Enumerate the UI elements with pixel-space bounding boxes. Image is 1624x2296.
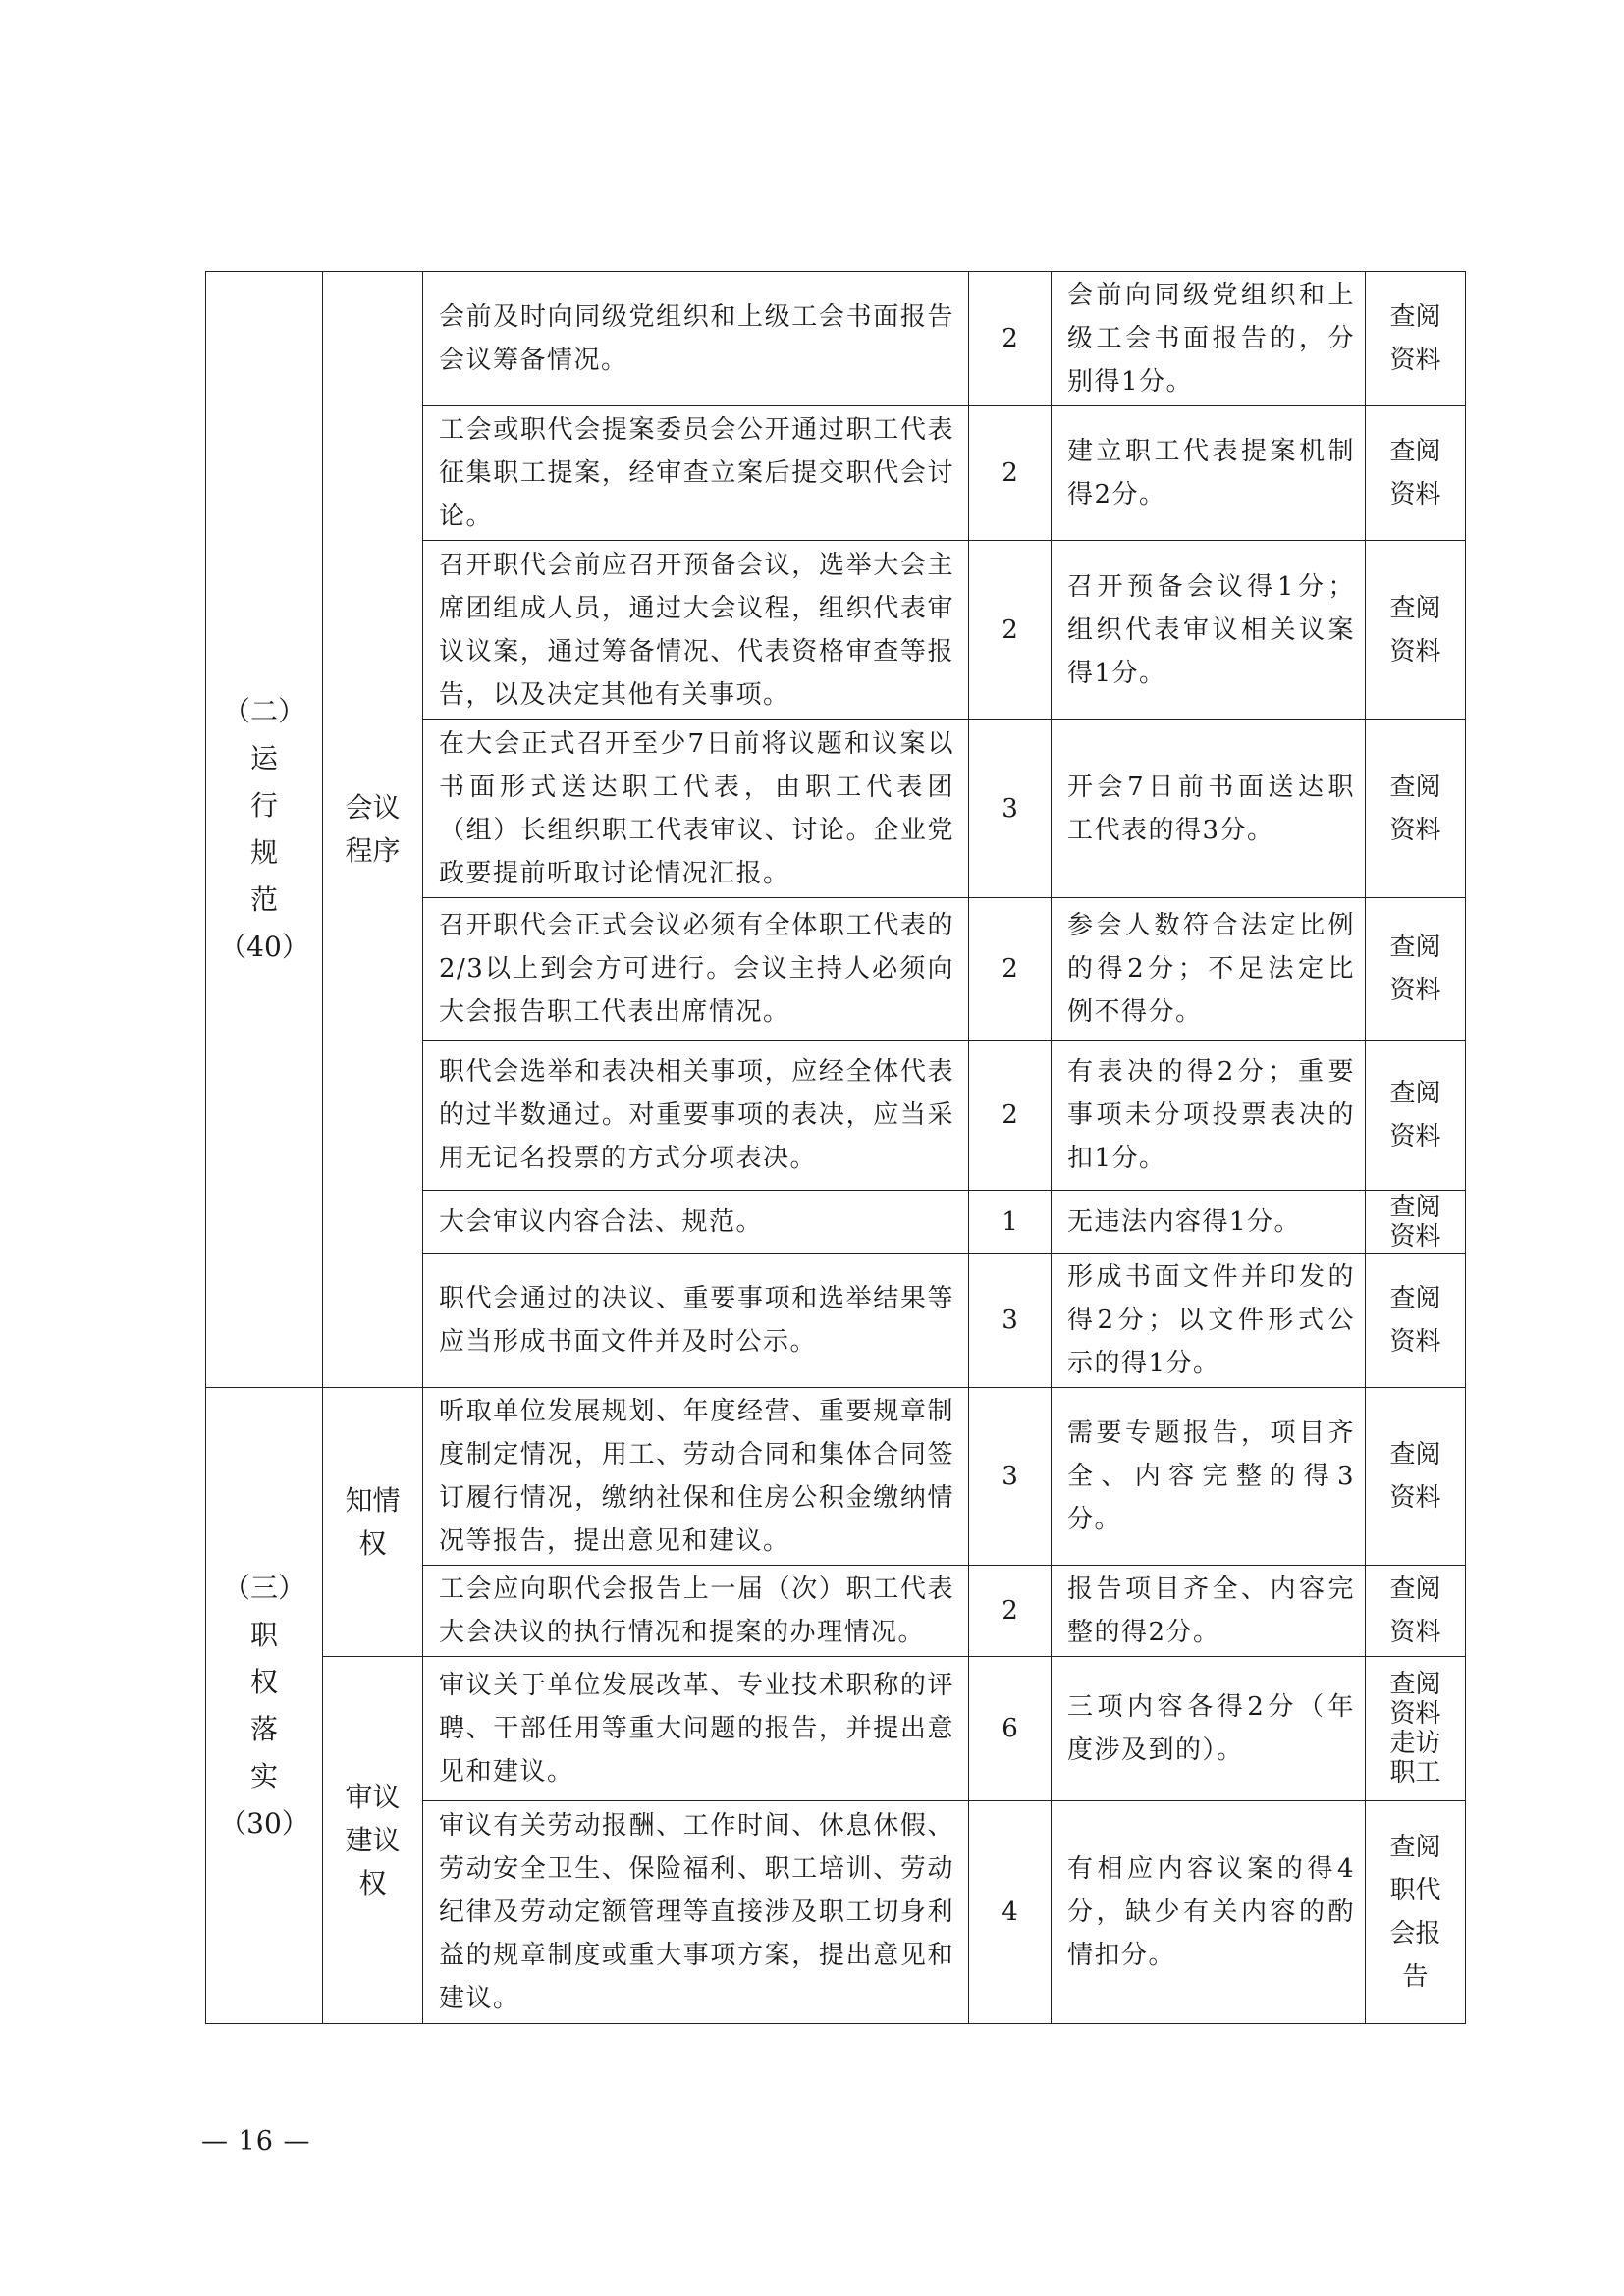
requirement-cell: 会前及时向同级党组织和上级工会书面报告会议筹备情况。 bbox=[423, 272, 969, 406]
requirement-cell: 审议有关劳动报酬、工作时间、休息休假、劳动安全卫生、保险福利、职工培训、劳动纪律及劳动定额管理等直接涉及职工切身利益的规章制度或重大事项方案，提出意见和建议。 bbox=[423, 1801, 969, 2024]
scoring-table bbox=[205, 271, 1466, 2024]
page-number: — 16 — bbox=[201, 2126, 311, 2157]
points-cell: 2 bbox=[969, 406, 1052, 541]
requirement-cell: 职代会通过的决议、重要事项和选举结果等应当形成书面文件并及时公示。 bbox=[423, 1254, 969, 1388]
method-cell: 查阅 资料 bbox=[1366, 1041, 1466, 1191]
method-cell: 查阅 资料 bbox=[1366, 720, 1466, 898]
table-row bbox=[206, 1657, 1466, 1801]
requirement-cell: 听取单位发展规划、年度经营、重要规章制度制定情况，用工、劳动合同和集体合同签订履行情况，缴纳社保和住房公积金缴纳情况等报告，提出意见和建议。 bbox=[423, 1388, 969, 1566]
standard-cell: 三项内容各得2分（年度涉及到的）。 bbox=[1052, 1657, 1366, 1801]
standard-cell: 开会7日前书面送达职工代表的得3分。 bbox=[1052, 720, 1366, 898]
requirement-cell: 召开职代会正式会议必须有全体职工代表的2/3以上到会方可进行。会议主持人必须向大会报告职工代表出席情况。 bbox=[423, 898, 969, 1041]
table-row bbox=[206, 272, 1466, 406]
method-cell: 查阅 资料 bbox=[1366, 272, 1466, 406]
requirement-cell: 在大会正式召开至少7日前将议题和议案以书面形式送达职工代表，由职工代表团（组）长组织职工代表审议、讨论。企业党政要提前听取讨论情况汇报。 bbox=[423, 720, 969, 898]
group-label-review-suggest: 审议 建议 权 bbox=[323, 1657, 423, 2024]
points-cell: 2 bbox=[969, 1041, 1052, 1191]
group-label-right-to-know: 知情 权 bbox=[323, 1388, 423, 1657]
method-cell: 查阅 资料 bbox=[1366, 1388, 1466, 1566]
standard-cell: 需要专题报告，项目齐全、内容完整的得3分。 bbox=[1052, 1388, 1366, 1566]
requirement-cell: 召开职代会前应召开预备会议，选举大会主席团组成人员，通过大会议程，组织代表审议议案，通过筹备情况、代表资格审查等报告，以及决定其他有关事项。 bbox=[423, 541, 969, 720]
method-cell: 查阅 资料 bbox=[1366, 1566, 1466, 1657]
points-cell: 6 bbox=[969, 1657, 1052, 1801]
standard-cell: 报告项目齐全、内容完整的得2分。 bbox=[1052, 1566, 1366, 1657]
points-cell: 2 bbox=[969, 898, 1052, 1041]
standard-cell: 有相应内容议案的得4分，缺少有关内容的酌情扣分。 bbox=[1052, 1801, 1366, 2024]
method-cell: 查阅 资料 bbox=[1366, 541, 1466, 720]
method-cell: 查阅 资料 走访 职工 bbox=[1366, 1657, 1466, 1801]
standard-cell: 召开预备会议得1分；组织代表审议相关议案得1分。 bbox=[1052, 541, 1366, 720]
requirement-cell: 职代会选举和表决相关事项，应经全体代表的过半数通过。对重要事项的表决，应当采用无记名投票的方式分项表决。 bbox=[423, 1041, 969, 1191]
table-row bbox=[206, 1388, 1466, 1566]
method-cell: 查阅 资料 bbox=[1366, 406, 1466, 541]
requirement-cell: 工会应向职代会报告上一届（次）职工代表大会决议的执行情况和提案的办理情况。 bbox=[423, 1566, 969, 1657]
points-cell: 2 bbox=[969, 1566, 1052, 1657]
standard-cell: 有表决的得2分；重要事项未分项投票表决的扣1分。 bbox=[1052, 1041, 1366, 1191]
points-cell: 4 bbox=[969, 1801, 1052, 2024]
points-cell: 1 bbox=[969, 1191, 1052, 1254]
points-cell: 2 bbox=[969, 541, 1052, 720]
points-cell: 3 bbox=[969, 1254, 1052, 1388]
standard-cell: 无违法内容得1分。 bbox=[1052, 1191, 1366, 1254]
standard-cell: 参会人数符合法定比例的得2分；不足法定比例不得分。 bbox=[1052, 898, 1366, 1041]
section-label-rights: （三） 职 权 落 实 （30） bbox=[206, 1388, 323, 2024]
section-label-operation: （二） 运 行 规 范 （40） bbox=[206, 272, 323, 1388]
points-cell: 3 bbox=[969, 1388, 1052, 1566]
points-cell: 2 bbox=[969, 272, 1052, 406]
method-cell: 查阅 资料 bbox=[1366, 1191, 1466, 1254]
requirement-cell: 大会审议内容合法、规范。 bbox=[423, 1191, 969, 1254]
standard-cell: 会前向同级党组织和上级工会书面报告的，分别得1分。 bbox=[1052, 272, 1366, 406]
method-cell: 查阅 资料 bbox=[1366, 1254, 1466, 1388]
requirement-cell: 审议关于单位发展改革、专业技术职称的评聘、干部任用等重大问题的报告，并提出意见和建议。 bbox=[423, 1657, 969, 1801]
points-cell: 3 bbox=[969, 720, 1052, 898]
method-cell: 查阅 职代 会报 告 bbox=[1366, 1801, 1466, 2024]
standard-cell: 形成书面文件并印发的得2分；以文件形式公示的得1分。 bbox=[1052, 1254, 1366, 1388]
standard-cell: 建立职工代表提案机制得2分。 bbox=[1052, 406, 1366, 541]
requirement-cell: 工会或职代会提案委员会公开通过职工代表征集职工提案，经审查立案后提交职代会讨论。 bbox=[423, 406, 969, 541]
group-label-meeting-procedure: 会议 程序 bbox=[323, 272, 423, 1388]
method-cell: 查阅 资料 bbox=[1366, 898, 1466, 1041]
